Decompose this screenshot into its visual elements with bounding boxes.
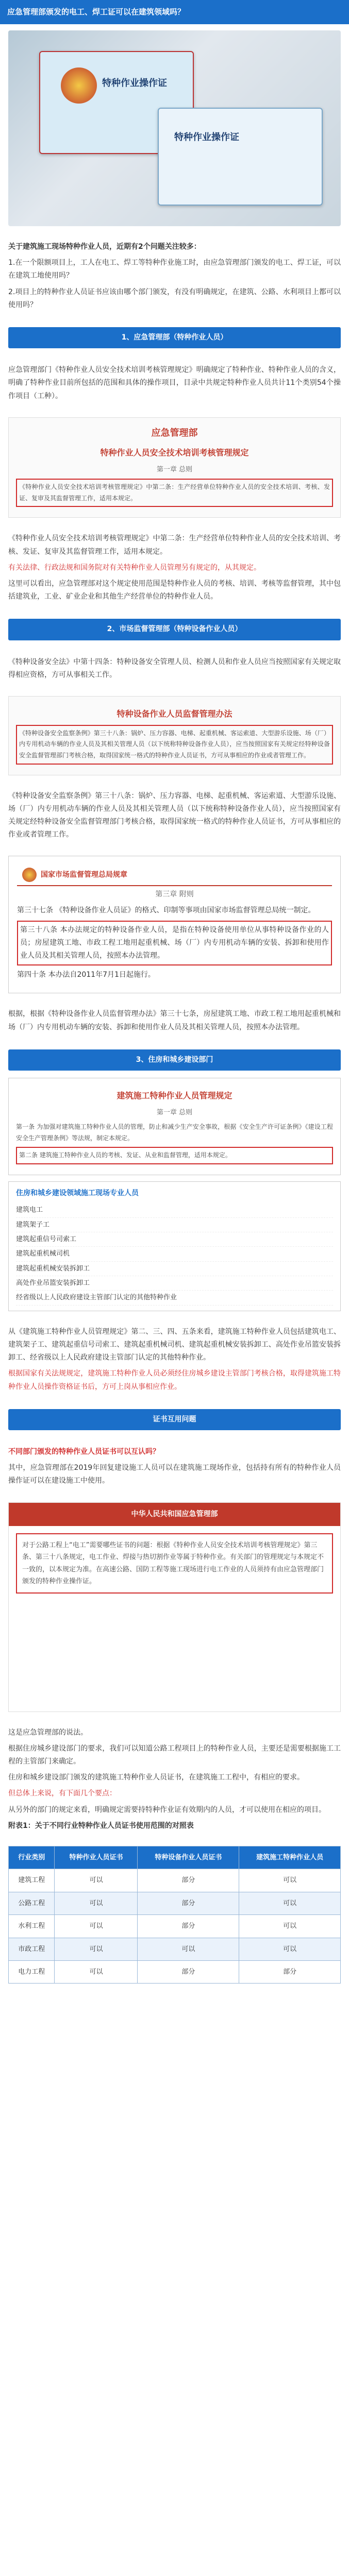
gov-header	[17, 865, 332, 886]
s4-paragraph-3: 这是应急管理部的说法。	[8, 1728, 88, 1737]
doc-head: 应急管理部	[151, 427, 198, 438]
s1-paragraph-1: 应急管理部门《特种作业人员安全技术培训考核管理规定》明确规定了特种作业、特种作业人员的含义，明确了特种作业目前所包括的范围和具体的操作项目，目录中共规定特种作业人员共计11个类别54个操作项目（工种）。	[8, 366, 341, 400]
list-item: 建筑起重机械安装拆卸工	[16, 1262, 333, 1276]
s3-list-heading: 住房和城乡建设领域施工现场专业人员	[16, 1189, 139, 1197]
certificates-photo	[8, 30, 341, 226]
certificate-label: 特种作业操作证	[102, 78, 167, 89]
s3-regulation-doc	[8, 1078, 341, 1175]
site-header: 中华人民共和国应急管理部	[9, 1503, 340, 1526]
section-band-1: 1、应急管理部（特种作业人员）	[8, 327, 341, 348]
article-title: 应急管理部颁发的电工、焊工证可以在建筑领域吗？	[0, 0, 349, 24]
table-header: 行业类别	[9, 1846, 55, 1869]
blue-certificate-image	[158, 108, 323, 206]
table-header: 特种设备作业人员证书	[138, 1846, 239, 1869]
table-cell: 市政工程	[9, 1938, 55, 1960]
answer-box: 对于公路工程上“电工”需要哪些证书的问题：根据《特种作业人员安全技术培训考核管理规定》第三条、第三十八条规定，电工作业、焊接与热切割作业等属于特种作业。有关部门的管理规定与本规定不一致的，以本规定为准。在高速公路、国防工程等施工现场进行电工作业的人员须持有由应急管理部门颁发的特种作业操作证。	[16, 1533, 333, 1594]
s4-paragraph-1: 不同部门颁发的特种作业人员证书可以互认吗？	[8, 1447, 160, 1456]
table-row	[9, 1938, 341, 1960]
s1-paragraph-2: 《特种作业人员安全技术培训考核管理规定》中第二条：生产经营单位特种作业人员的安全技术培训、考核、发证、复审及其监督管理工作，适用本规定。	[8, 534, 341, 556]
section-band-4: 证书互用问题	[8, 1409, 341, 1430]
list-item: 建筑起重机械司机	[16, 1247, 333, 1261]
doc-highlight: 《特种作业人员安全技术培训考核管理规定》中第二条：生产经营单位特种作业人员的安全技术培训、考核、发证、复审及其监督管理工作，适用本规定。	[16, 479, 333, 507]
s2-paragraph-1: 《特种设备安全法》中第十四条：特种设备安全管理人员、检测人员和作业人员应当按照国家有关规定取得相应资格，方可从事相关工作。	[8, 657, 341, 679]
emblem-icon	[22, 868, 37, 882]
intro-section	[0, 232, 349, 320]
list-item: 建筑电工	[16, 1203, 333, 1217]
doc-title: 特种作业人员安全技术培训考核管理规定	[100, 448, 249, 458]
table-cell: 可以	[138, 1938, 239, 1960]
list-item: 建筑架子工	[16, 1218, 333, 1232]
list-item: 建筑起重信号司索工	[16, 1232, 333, 1247]
table-cell: 可以	[55, 1915, 138, 1938]
s2-paragraph-2: 《特种设备安全监察条例》第三十八条：锅炉、压力容器、电梯、起重机械、客运索道、大型游乐设施、场（厂）内专用机动车辆的作业人员及其相关管理人员（以下统称特种设备作业人员），应当按照国家有关规定经特种设备安全监督管理部门考核合格，取得国家统一格式的特种作业人员证书，方可从事相应的作业或者管理工作。	[8, 791, 341, 839]
table-row	[9, 1961, 341, 1984]
table-cell: 可以	[239, 1938, 341, 1960]
s1-paragraph-3: 有关法律、行政法规和国务院对有关特种作业人员管理另有规定的，从其规定。	[8, 563, 261, 572]
table-cell: 可以	[55, 1961, 138, 1984]
table-cell: 可以	[239, 1915, 341, 1938]
s2-clause-chapter: 第三章 附则	[155, 890, 194, 899]
s2-paragraph-3: 根据，根据《特种设备作业人员监督管理办法》第三十七条，房屋建筑工地、市政工程工地用起重机械和场（厂）内专用机动车辆的安装、拆卸和使用作业人员及其相关管理人员，按照本办法管理。	[8, 1010, 341, 1031]
comparison-table	[8, 1846, 341, 1984]
s2-gov-doc	[8, 856, 341, 993]
table-cell: 可以	[239, 1869, 341, 1892]
s4-paragraph-5: 住房和城乡建设部门颁发的建筑施工特种作业人员证书，在建筑施工工程中，有相应的要求。	[8, 1773, 304, 1782]
s3-paragraph-2: 根据国家有关法规规定，建筑施工特种作业人员必须经住房城乡建设主管部门考核合格，取得建筑施工特种作业人员操作资格证书后，方可上岗从事相应作业。	[8, 1369, 341, 1391]
section-band-3: 3、住房和城乡建设部门	[8, 1049, 341, 1071]
s3-paragraph-1: 从《建筑施工特种作业人员管理规定》第二、三、四、五条来看，建筑施工特种作业人员包括建筑电工、建筑架子工、建筑起重信号司索工、建筑起重机械司机、建筑起重机械安装拆卸工、高处作业吊篮安装拆卸工、经省级以上人民政府建设主管部门认定的其他特种作业。	[8, 1327, 341, 1362]
s1-paragraph-4: 这里可以看出，应急管理部对这个规定使用范围是特种作业人员的考核、培训、考核等监督管理，其中包括建筑业，工业、矿业企业和其他生产经营单位的特种作业人员。	[8, 580, 341, 601]
ministry-website	[8, 1502, 341, 1712]
comparison-table-wrap	[0, 1841, 349, 1989]
table-cell: 水利工程	[9, 1915, 55, 1938]
s4-paragraph-2: 其中，应急管理部在2019年回复建设施工人员可以在建筑施工现场作业，包括持有所有的特种作业人员操作证可以在建设施工中使用。	[8, 1464, 341, 1485]
list-item: 高处作业吊篮安装拆卸工	[16, 1276, 333, 1291]
table-cell: 部分	[138, 1892, 239, 1914]
table-title: 附表1：关于不同行业特种作业人员证书使用范围的对照表	[8, 1821, 194, 1830]
doc-chapter: 第一章 总则	[156, 465, 193, 473]
s3-doc-title: 建筑施工特种作业人员管理规定	[117, 1090, 232, 1100]
table-cell: 可以	[55, 1938, 138, 1960]
list-item: 经省级以上人民政府建设主管部门认定的其他特种作业	[16, 1291, 333, 1305]
table-header: 特种作业人员证书	[55, 1846, 138, 1869]
s2-doc-highlight: 《特种设备安全监察条例》第三十八条：锅炉、压力容器、电梯、起重机械、客运索道、大型游乐设施、场（厂）内专用机动车辆的作业人员及其相关管理人员（以下统称特种设备作业人员），应当按照国家有关规定经特种设备安全监督管理部门考核合格，取得国家统一格式的特种作业人员证书，方可从事相应的作业或者管理工作。	[16, 725, 333, 765]
s3-doc-paragraph: 第一条 为加强对建筑施工特种作业人员的管理，防止和减少生产安全事故，根据《安全生产许可证条例》《建设工程安全生产管理条例》等法规，制定本规定。	[16, 1123, 333, 1142]
s4-paragraph-7: 从另外的部门的规定来看，明确规定需要持特种作业证有效期内的人员，才可以使用在相应的项目。	[8, 1805, 326, 1814]
table-cell: 部分	[138, 1961, 239, 1984]
s2-clause-2: 第三十八条 本办法规定的特种设备作业人员，是指在特种设备使用单位从事特种设备作业的人员；房屋建筑工地、市政工程工地用起重机械、场（厂）内专用机动车辆的安装、拆卸和使用作业人员及其相关管理人员，按照本办法管理。	[17, 921, 332, 966]
table-row	[9, 1892, 341, 1914]
table-cell: 部分	[138, 1915, 239, 1938]
s3-doc-chapter: 第一章 总则	[156, 1108, 193, 1116]
s3-list-box	[8, 1181, 341, 1311]
s4-paragraph-4: 根据住房城乡建设部门的要求，我们可以知道公路工程项目上的特种作业人员，主要还是需要根据施工工程的主管部门来确定。	[8, 1744, 341, 1766]
table-cell: 电力工程	[9, 1961, 55, 1984]
site-body	[9, 1526, 340, 1711]
table-cell: 可以	[239, 1892, 341, 1914]
table-cell: 公路工程	[9, 1892, 55, 1914]
s3-doc-highlight: 第二条 建筑施工特种作业人员的考核、发证、从业和监督管理，适用本规定。	[16, 1147, 333, 1164]
national-emblem-icon	[61, 67, 97, 104]
certificate-label-blue: 特种作业操作证	[174, 132, 239, 143]
table-header: 建筑施工特种作业人员	[239, 1846, 341, 1869]
s2-doc-title: 特种设备作业人员监督管理办法	[117, 708, 232, 719]
gov-name: 国家市场监督管理总局规章	[41, 870, 127, 879]
table-cell: 可以	[55, 1869, 138, 1892]
table-cell: 建筑工程	[9, 1869, 55, 1892]
section-band-2: 2、市场监督管理部（特种设备作业人员）	[8, 619, 341, 640]
intro-heading: 关于建筑施工现场特种作业人员，近期有2个问题关注较多：	[8, 243, 201, 251]
table-row	[9, 1915, 341, 1938]
table-cell: 部分	[239, 1961, 341, 1984]
intro-question-1: 1.在一个限额项目上，工人在电工、焊工等特种作业施工时，由应急管理部门颁发的电工、焊工证，可以在建筑工地使用吗？	[8, 259, 341, 280]
s1-regulation-doc	[8, 417, 341, 518]
s2-clause-3: 第四十条 本办法自2011年7月1日起施行。	[17, 971, 155, 979]
s2-regulation-doc	[8, 696, 341, 775]
intro-question-2: 2.项目上的特种作业人员证书应该由哪个部门颁发，有没有明确规定，在建筑、公路、水利项目上都可以使用吗？	[8, 287, 341, 309]
table-cell: 部分	[138, 1869, 239, 1892]
s4-paragraph-6: 但总体上来说，有下面几个要点：	[8, 1789, 117, 1798]
table-row	[9, 1869, 341, 1892]
table-cell: 可以	[55, 1892, 138, 1914]
s2-clause-1: 第三十七条 《特种设备作业人员证》的格式、印制等事项由国家市场监督管理总局统一制定。	[17, 906, 315, 915]
